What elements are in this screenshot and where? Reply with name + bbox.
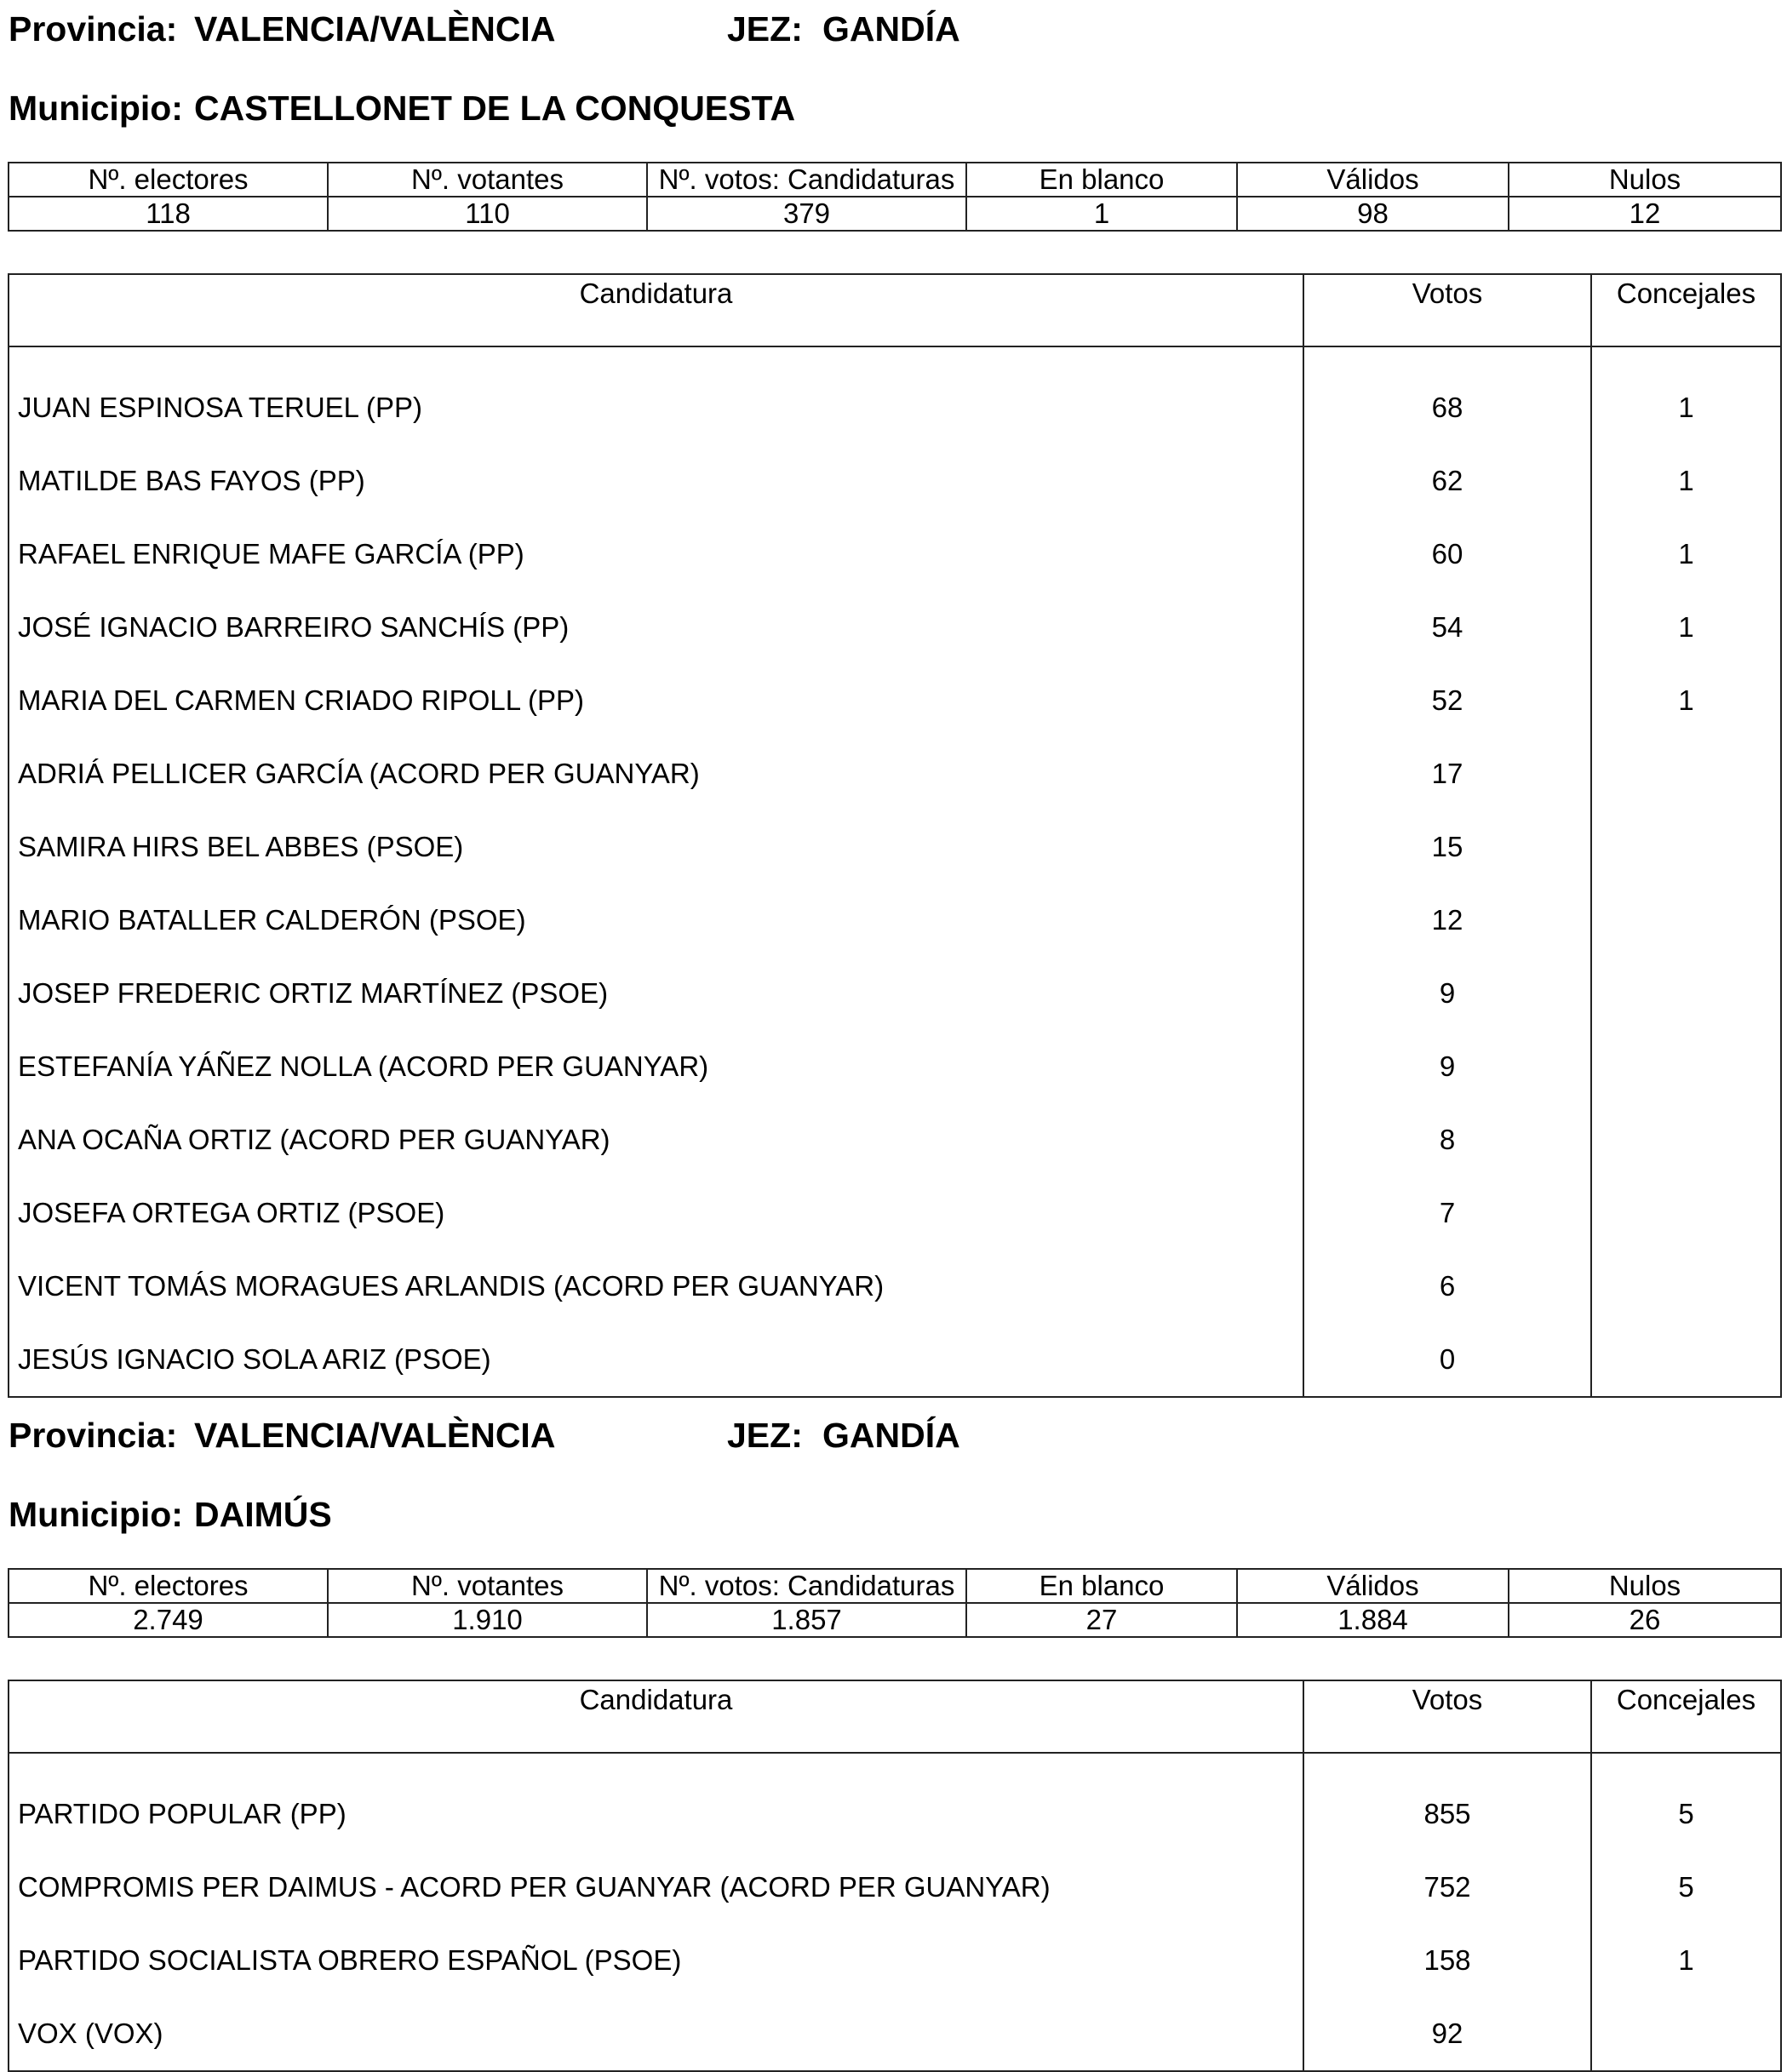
candidate-seats: 1 bbox=[1591, 664, 1781, 737]
table-spacer bbox=[9, 346, 1781, 371]
candidate-seats bbox=[1591, 884, 1781, 957]
stats-value-validos: 98 bbox=[1237, 197, 1509, 231]
municipio-label: Municipio: bbox=[9, 1495, 183, 1534]
jez-value: GANDÍA bbox=[822, 1416, 960, 1455]
candidate-name: JOSEFA ORTEGA ORTIZ (PSOE) bbox=[9, 1176, 1303, 1250]
candidate-votes: 7 bbox=[1303, 1176, 1591, 1250]
table-row bbox=[9, 1777, 1781, 1851]
candidates-table bbox=[8, 273, 1782, 1398]
stats-value-row bbox=[9, 1603, 1781, 1637]
stats-header-en-blanco: En blanco bbox=[966, 1569, 1237, 1603]
table-row bbox=[9, 1323, 1781, 1397]
table-row bbox=[9, 1176, 1781, 1250]
candidate-votes: 12 bbox=[1303, 884, 1591, 957]
stats-header-validos: Válidos bbox=[1237, 1569, 1509, 1603]
table-row bbox=[9, 591, 1781, 664]
candidate-seats: 5 bbox=[1591, 1851, 1781, 1924]
table-row bbox=[9, 1250, 1781, 1323]
stats-table bbox=[8, 162, 1782, 232]
candidate-name: COMPROMIS PER DAIMUS - ACORD PER GUANYAR (ACORD PER GUANYAR) bbox=[9, 1851, 1303, 1924]
candidates-table bbox=[8, 1680, 1782, 2072]
stats-value-votos-candidaturas: 1.857 bbox=[647, 1603, 966, 1637]
candidate-votes: 52 bbox=[1303, 664, 1591, 737]
candidate-name: JUAN ESPINOSA TERUEL (PP) bbox=[9, 371, 1303, 444]
stats-header-en-blanco: En blanco bbox=[966, 163, 1237, 197]
candidate-votes: 60 bbox=[1303, 518, 1591, 591]
stats-value-validos: 1.884 bbox=[1237, 1603, 1509, 1637]
table-row bbox=[9, 1851, 1781, 1924]
header-concejales: Concejales bbox=[1591, 274, 1781, 346]
candidate-votes: 62 bbox=[1303, 444, 1591, 518]
candidate-votes: 158 bbox=[1303, 1924, 1591, 1997]
jez-label: JEZ: bbox=[727, 1416, 803, 1455]
municipio-value: DAIMÚS bbox=[194, 1495, 332, 1534]
candidate-seats: 1 bbox=[1591, 518, 1781, 591]
stats-value-votantes: 110 bbox=[328, 197, 647, 231]
table-row bbox=[9, 371, 1781, 444]
candidate-votes: 855 bbox=[1303, 1777, 1591, 1851]
candidate-votes: 68 bbox=[1303, 371, 1591, 444]
candidate-votes: 54 bbox=[1303, 591, 1591, 664]
candidate-seats bbox=[1591, 1103, 1781, 1176]
table-row bbox=[9, 1924, 1781, 1997]
table-row bbox=[9, 444, 1781, 518]
jez-value: GANDÍA bbox=[822, 9, 960, 49]
candidate-name: JOSÉ IGNACIO BARREIRO SANCHÍS (PP) bbox=[9, 591, 1303, 664]
stats-table bbox=[8, 1568, 1782, 1638]
candidate-votes: 6 bbox=[1303, 1250, 1591, 1323]
stats-header-votos-candidaturas: Nº. votos: Candidaturas bbox=[647, 163, 966, 197]
candidates-header-row bbox=[9, 1680, 1781, 1753]
table-row bbox=[9, 884, 1781, 957]
stats-header-nulos: Nulos bbox=[1509, 163, 1781, 197]
table-row bbox=[9, 1103, 1781, 1176]
candidate-votes: 752 bbox=[1303, 1851, 1591, 1924]
table-row bbox=[9, 957, 1781, 1030]
stats-value-nulos: 26 bbox=[1509, 1603, 1781, 1637]
candidate-seats: 1 bbox=[1591, 371, 1781, 444]
candidate-name: MARIO BATALLER CALDERÓN (PSOE) bbox=[9, 884, 1303, 957]
candidate-votes: 0 bbox=[1303, 1323, 1591, 1397]
candidates-header-row bbox=[9, 274, 1781, 346]
candidate-name: ANA OCAÑA ORTIZ (ACORD PER GUANYAR) bbox=[9, 1103, 1303, 1176]
header-votos: Votos bbox=[1303, 274, 1591, 346]
candidate-seats bbox=[1591, 737, 1781, 810]
stats-value-votos-candidaturas: 379 bbox=[647, 197, 966, 231]
candidate-name: JOSEP FREDERIC ORTIZ MARTÍNEZ (PSOE) bbox=[9, 957, 1303, 1030]
candidate-votes: 8 bbox=[1303, 1103, 1591, 1176]
candidate-name: PARTIDO POPULAR (PP) bbox=[9, 1777, 1303, 1851]
stats-value-en-blanco: 27 bbox=[966, 1603, 1237, 1637]
candidate-votes: 9 bbox=[1303, 1030, 1591, 1103]
provincia-value: VALENCIA/VALÈNCIA bbox=[194, 9, 556, 49]
header-votos: Votos bbox=[1303, 1680, 1591, 1753]
candidate-votes: 92 bbox=[1303, 1997, 1591, 2071]
candidate-seats bbox=[1591, 1323, 1781, 1397]
candidate-name: VOX (VOX) bbox=[9, 1997, 1303, 2071]
stats-value-votantes: 1.910 bbox=[328, 1603, 647, 1637]
candidate-name: MARIA DEL CARMEN CRIADO RIPOLL (PP) bbox=[9, 664, 1303, 737]
table-row bbox=[9, 664, 1781, 737]
provincia-label: Provincia: bbox=[9, 9, 178, 49]
provincia-label: Provincia: bbox=[9, 1416, 178, 1455]
stats-header-nulos: Nulos bbox=[1509, 1569, 1781, 1603]
stats-header-row bbox=[9, 1569, 1781, 1603]
candidate-seats bbox=[1591, 957, 1781, 1030]
candidate-name: PARTIDO SOCIALISTA OBRERO ESPAÑOL (PSOE) bbox=[9, 1924, 1303, 1997]
stats-header-electores: Nº. electores bbox=[9, 1569, 328, 1603]
candidate-name: ADRIÁ PELLICER GARCÍA (ACORD PER GUANYAR) bbox=[9, 737, 1303, 810]
candidate-name: ESTEFANÍA YÁÑEZ NOLLA (ACORD PER GUANYAR) bbox=[9, 1030, 1303, 1103]
candidate-name: JESÚS IGNACIO SOLA ARIZ (PSOE) bbox=[9, 1323, 1303, 1397]
stats-header-row bbox=[9, 163, 1781, 197]
candidate-seats bbox=[1591, 1250, 1781, 1323]
municipio-value: CASTELLONET DE LA CONQUESTA bbox=[194, 89, 796, 128]
stats-header-votantes: Nº. votantes bbox=[328, 1569, 647, 1603]
candidate-name: MATILDE BAS FAYOS (PP) bbox=[9, 444, 1303, 518]
table-row bbox=[9, 810, 1781, 884]
candidate-seats: 1 bbox=[1591, 444, 1781, 518]
candidate-seats bbox=[1591, 1030, 1781, 1103]
stats-header-validos: Válidos bbox=[1237, 163, 1509, 197]
header-concejales: Concejales bbox=[1591, 1680, 1781, 1753]
candidate-seats bbox=[1591, 1176, 1781, 1250]
table-spacer bbox=[9, 1753, 1781, 1777]
stats-header-votos-candidaturas: Nº. votos: Candidaturas bbox=[647, 1569, 966, 1603]
jez-label: JEZ: bbox=[727, 9, 803, 49]
table-row bbox=[9, 737, 1781, 810]
stats-value-electores: 118 bbox=[9, 197, 328, 231]
candidate-name: VICENT TOMÁS MORAGUES ARLANDIS (ACORD PER GUANYAR) bbox=[9, 1250, 1303, 1323]
candidate-seats bbox=[1591, 810, 1781, 884]
stats-header-electores: Nº. electores bbox=[9, 163, 328, 197]
stats-value-electores: 2.749 bbox=[9, 1603, 328, 1637]
header-candidatura: Candidatura bbox=[9, 1680, 1303, 1753]
candidate-votes: 9 bbox=[1303, 957, 1591, 1030]
header-candidatura: Candidatura bbox=[9, 274, 1303, 346]
stats-value-en-blanco: 1 bbox=[966, 197, 1237, 231]
candidate-votes: 15 bbox=[1303, 810, 1591, 884]
candidate-votes: 17 bbox=[1303, 737, 1591, 810]
candidate-name: RAFAEL ENRIQUE MAFE GARCÍA (PP) bbox=[9, 518, 1303, 591]
stats-value-row bbox=[9, 197, 1781, 231]
stats-header-votantes: Nº. votantes bbox=[328, 163, 647, 197]
table-row bbox=[9, 518, 1781, 591]
stats-value-nulos: 12 bbox=[1509, 197, 1781, 231]
candidate-seats bbox=[1591, 1997, 1781, 2071]
municipio-label: Municipio: bbox=[9, 89, 183, 128]
table-row bbox=[9, 1030, 1781, 1103]
candidate-name: SAMIRA HIRS BEL ABBES (PSOE) bbox=[9, 810, 1303, 884]
candidate-seats: 1 bbox=[1591, 1924, 1781, 1997]
candidate-seats: 1 bbox=[1591, 591, 1781, 664]
provincia-value: VALENCIA/VALÈNCIA bbox=[194, 1416, 556, 1455]
candidate-seats: 5 bbox=[1591, 1777, 1781, 1851]
table-row bbox=[9, 1997, 1781, 2071]
